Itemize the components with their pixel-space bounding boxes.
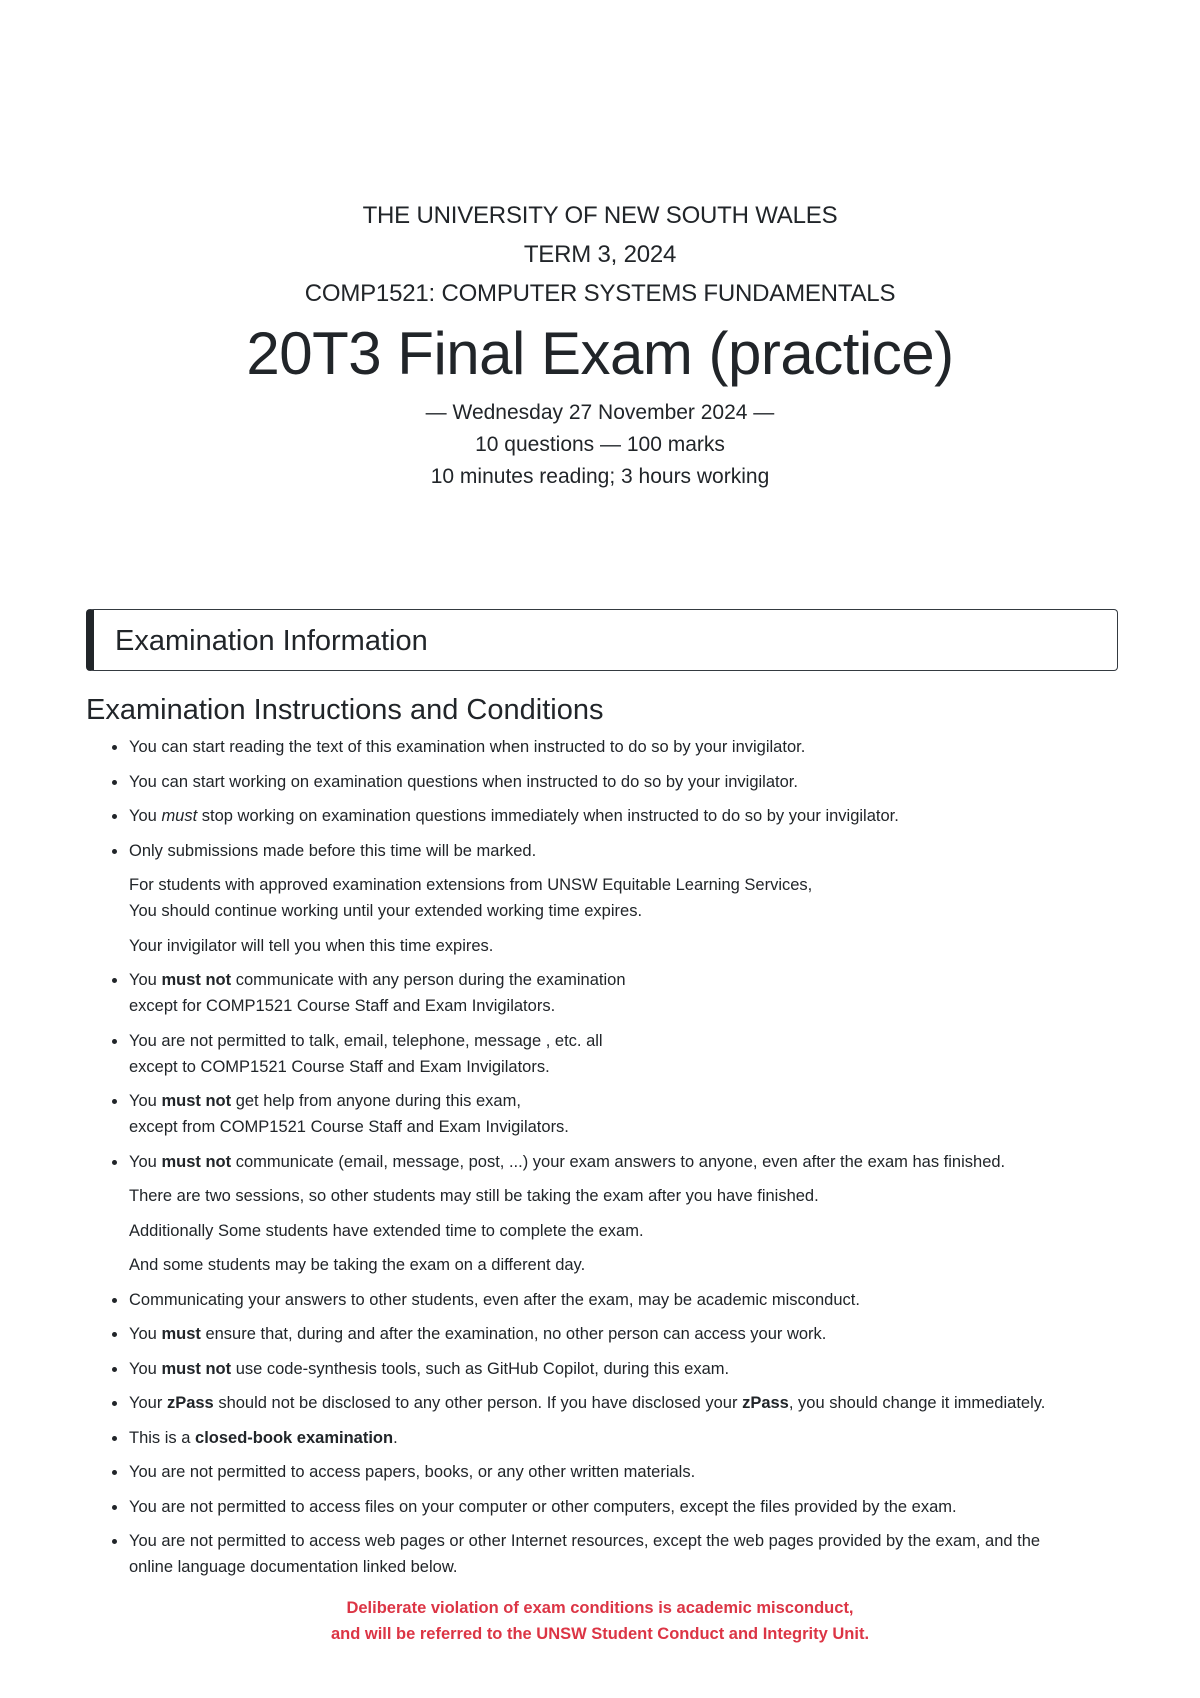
- rule-text: You are not permitted to access files on your computer or other computers, except the files provided by the exam.: [129, 1497, 957, 1516]
- misconduct-warning: [0, 1595, 1200, 1647]
- rule-text: stop working on examination questions immediately when instructed to do so by your invigilator.: [197, 807, 899, 825]
- rule-strong: must not: [161, 1359, 232, 1378]
- rule-text: communicate with any person during the examination: [231, 971, 626, 989]
- rule-strong: must not: [161, 971, 232, 989]
- rule-item: [129, 1459, 1169, 1485]
- rule-text: except from COMP1521 Course Staff and Exam Invigilators.: [129, 1118, 569, 1136]
- rule-text: You: [129, 971, 162, 989]
- rule-text: Communicating your answers to other students, even after the exam, may be academic misconduct.: [129, 1290, 860, 1309]
- rule-text: You are not permitted to access web pages or other Internet resources, except the web pages provided by the exam, and the: [129, 1532, 1041, 1550]
- term: TERM 3, 2024: [523, 241, 677, 268]
- rule-item: [129, 1149, 1169, 1279]
- exam-date: — Wednesday 27 November 2024 —: [425, 401, 775, 424]
- rule-text: You: [129, 807, 162, 825]
- rule-text: except for COMP1521 Course Staff and Exam Invigilators.: [129, 997, 556, 1015]
- rule-item: [129, 769, 1169, 795]
- rule-text: This is a: [129, 1428, 196, 1447]
- rule-strong: must not: [161, 1092, 232, 1110]
- rule-emphasis: must: [161, 807, 198, 825]
- rule-item: [129, 1028, 1169, 1080]
- instructions-list: [86, 734, 1169, 1589]
- examination-information-box: [86, 609, 1118, 671]
- exam-questions: 10 questions — 100 marks: [475, 433, 725, 456]
- rule-text: use code-synthesis tools, such as GitHub Copilot, during this exam.: [231, 1359, 730, 1378]
- warning-line: and will be referred to the UNSW Student Conduct and Integrity Unit.: [330, 1625, 870, 1643]
- rule-item: [129, 967, 1169, 1019]
- rule-note: [129, 872, 1169, 924]
- exam-title: 20T3 Final Exam (practice): [246, 320, 954, 387]
- rule-text: online language documentation linked below.: [129, 1558, 458, 1576]
- university-name: THE UNIVERSITY OF NEW SOUTH WALES: [362, 202, 838, 229]
- rule-text: You can start working on examination questions when instructed to do so by your invigilator.: [129, 772, 798, 791]
- rule-item: [129, 734, 1169, 760]
- rule-item: [129, 838, 1169, 959]
- rule-item: [129, 1425, 1169, 1451]
- course-name: COMP1521: COMPUTER SYSTEMS FUNDAMENTALS: [304, 280, 896, 307]
- instructions-heading: Examination Instructions and Conditions: [86, 694, 604, 726]
- rule-note-line: You should continue working until your extended working time expires.: [129, 902, 643, 920]
- rule-text: communicate (email, message, post, ...) your exam answers to anyone, even after the exam has finished.: [231, 1152, 1006, 1171]
- rule-text: should not be disclosed to any other person. If you have disclosed your: [213, 1394, 743, 1412]
- rule-text: ensure that, during and after the examination, no other person can access your work.: [200, 1325, 827, 1343]
- rule-item: [129, 803, 1169, 829]
- rule-note: And some students may be taking the exam on a different day.: [129, 1256, 586, 1274]
- rule-strong: zPass: [166, 1394, 214, 1412]
- warning-line: Deliberate violation of exam conditions is academic misconduct,: [346, 1599, 854, 1617]
- rule-strong: zPass: [742, 1394, 789, 1412]
- rule-note: Additionally Some students have extended time to complete the exam.: [129, 1221, 644, 1240]
- rule-item: [129, 1528, 1169, 1580]
- exam-header: [0, 196, 1200, 493]
- rule-item: [129, 1494, 1169, 1520]
- rule-text: You are not permitted to access papers, books, or any other written materials.: [129, 1463, 696, 1481]
- rule-item: [129, 1321, 1169, 1347]
- rule-strong: must not: [161, 1152, 232, 1171]
- rule-text: You: [129, 1092, 162, 1110]
- rule-text: except to COMP1521 Course Staff and Exam Invigilators.: [129, 1057, 550, 1076]
- rule-text: Only submissions made before this time will be marked.: [129, 841, 537, 860]
- rule-note-line: For students with approved examination extensions from UNSW Equitable Learning Services,: [129, 876, 813, 894]
- rule-text: Your: [129, 1394, 167, 1412]
- rule-note: Your invigilator will tell you when this time expires.: [129, 936, 494, 955]
- rule-strong: must: [161, 1325, 201, 1343]
- rule-item: [129, 1088, 1169, 1140]
- rule-text: You: [129, 1325, 162, 1343]
- rule-item: [129, 1287, 1169, 1313]
- rule-text: get help from anyone during this exam,: [231, 1092, 521, 1110]
- rule-item: [129, 1356, 1169, 1382]
- rule-text: .: [393, 1428, 398, 1447]
- examination-information-heading: Examination Information: [115, 625, 428, 657]
- rule-text: You: [129, 1359, 162, 1378]
- rule-text: You are not permitted to talk, email, telephone, message , etc. all: [129, 1031, 603, 1050]
- exam-timing: 10 minutes reading; 3 hours working: [430, 465, 770, 488]
- rule-text: You: [129, 1152, 162, 1171]
- rule-item: [129, 1390, 1169, 1416]
- rule-text: You can start reading the text of this examination when instructed to do so by your invigilator.: [129, 738, 806, 756]
- rule-note: There are two sessions, so other students may still be taking the exam after you have finished.: [129, 1187, 819, 1205]
- rule-text: , you should change it immediately.: [788, 1394, 1046, 1412]
- rule-strong: closed-book examination: [195, 1428, 394, 1447]
